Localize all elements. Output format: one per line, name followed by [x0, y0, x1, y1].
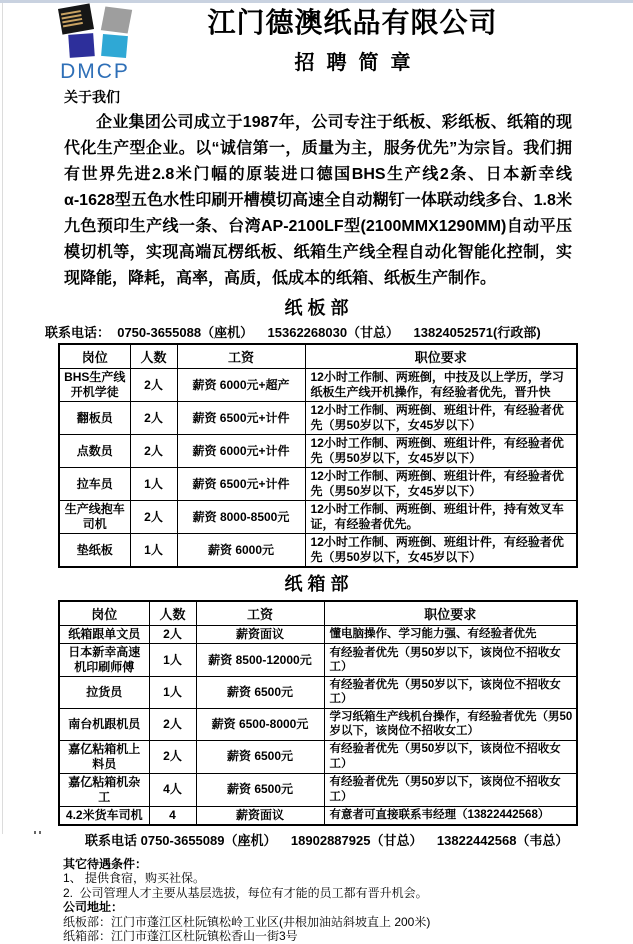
- cell-position: 翻板员: [59, 402, 130, 435]
- cell-salary: 薪资 6500元: [196, 740, 324, 773]
- cell-salary: 薪资 6500元: [196, 773, 324, 806]
- column-header-salary: 工资: [177, 344, 305, 369]
- cell-count: 2人: [130, 435, 177, 468]
- cell-requirement: 有意者可直接联系韦经理（13822442568）: [324, 806, 577, 825]
- table-row: [59, 644, 577, 677]
- carton-dept-heading: 纸箱部: [284, 574, 354, 594]
- document-title: 招聘简章: [294, 52, 423, 75]
- address-heading: 公司地址：: [63, 900, 124, 914]
- cell-position: 点数员: [59, 435, 130, 468]
- logo-blue-tile: [68, 33, 95, 58]
- cell-requirement: 12小时工作制、两班倒、班组计件，持有效叉车证，有经验者优先。: [305, 501, 577, 534]
- column-header-count: 人数: [149, 601, 196, 626]
- cell-requirement: 有经验者优先（男50岁以下，该岗位不招收女工）: [324, 773, 577, 806]
- cell-position: 日本新幸高速机印刷师傅: [59, 644, 149, 677]
- table-row: [59, 402, 577, 435]
- cell-requirement: 有经验者优先（男50岁以下，该岗位不招收女工）: [324, 740, 577, 773]
- cell-salary: 薪资 8000-8500元: [177, 501, 305, 534]
- cell-count: 2人: [130, 402, 177, 435]
- cell-salary: 薪资 6500-8000元: [196, 708, 324, 740]
- cell-position: 4.2米货车司机: [59, 806, 149, 825]
- title-block: [190, 6, 633, 75]
- table-row: [59, 369, 577, 402]
- cell-salary: 薪资 6000元+超产: [177, 369, 305, 402]
- benefit-item-2: 2. 公司管理人才主要从基层选拔，每位有才能的员工都有晋升机会。: [63, 885, 428, 900]
- column-header-position: 岗位: [59, 344, 130, 369]
- cell-count: 2人: [130, 369, 177, 402]
- carton-dept-table: [58, 600, 578, 826]
- cell-salary: 薪资 6000元: [177, 534, 305, 568]
- cell-position: 拉车员: [59, 468, 130, 501]
- logo-text: DMCP: [60, 60, 130, 83]
- table-row: [59, 677, 577, 709]
- cell-salary: 薪资 8500-12000元: [196, 644, 324, 677]
- cell-position: 拉货员: [59, 677, 149, 709]
- table-row: [59, 468, 577, 501]
- cell-requirement: 12小时工作制、两班倒、班组计件，有经验者优先（男50岁以下，女45岁以下）: [305, 435, 577, 468]
- board-dept-heading: 纸板部: [284, 298, 354, 318]
- cell-count: 1人: [149, 677, 196, 709]
- column-header-salary: 工资: [196, 601, 324, 626]
- cell-salary: 薪资面议: [196, 806, 324, 825]
- cell-count: 2人: [149, 626, 196, 644]
- cell-salary: 薪资 6500元+计件: [177, 468, 305, 501]
- table-row: [59, 501, 577, 534]
- table-row: [59, 626, 577, 644]
- benefits-heading: 其它待遇条件：: [63, 856, 148, 871]
- board-dept-table: [58, 343, 578, 568]
- cell-position: 纸箱跟单文员: [59, 626, 149, 644]
- cell-requirement: 懂电脑操作、学习能力强、有经验者优先: [324, 626, 577, 644]
- logo-cyan-tile: [101, 34, 128, 58]
- address-carton-dept: 纸箱部：江门市蓬江区杜阮镇松香山一街3号: [63, 929, 298, 943]
- table-row: [59, 773, 577, 806]
- logo-paper-stack-icon: [58, 3, 94, 34]
- column-header-requirement: 职位要求: [305, 344, 577, 369]
- cell-count: 2人: [149, 740, 196, 773]
- table-row: [59, 708, 577, 740]
- address-board-dept: 纸板部：江门市蓬江区杜阮镇松岭工业区(井根加油站斜坡直上 200米): [63, 914, 431, 929]
- cell-position: 嘉亿粘箱机上料员: [59, 740, 149, 773]
- cell-salary: 薪资面议: [196, 626, 324, 644]
- board-dept-contact: 联系电话： 0750-3655088（座机） 15362268030（甘总） 13824052571(行政部): [45, 325, 541, 340]
- table-row: [59, 435, 577, 468]
- cell-position: 嘉亿粘箱机杂工: [59, 773, 149, 806]
- logo-mark-icon: [58, 6, 132, 58]
- cell-requirement: 12小时工作制、两班倒，中技及以上学历，学习纸板生产线开机操作，有经验者优先，晋升快: [305, 369, 577, 402]
- footer-block: [63, 857, 633, 944]
- cell-count: 1人: [149, 644, 196, 677]
- about-us-heading: 关于我们: [64, 89, 120, 105]
- cell-count: 1人: [130, 534, 177, 568]
- cell-requirement: 12小时工作制、两班倒、班组计件，有经验者优先（男50岁以下，女45岁以下）: [305, 534, 577, 568]
- benefit-item-1: 1、 提供食宿，购买社保。: [63, 871, 206, 885]
- cell-count: 1人: [130, 468, 177, 501]
- cell-requirement: 有经验者优先（男50岁以下，该岗位不招收女工）: [324, 677, 577, 709]
- cell-count: 2人: [149, 708, 196, 740]
- cell-position: 南台机跟机员: [59, 708, 149, 740]
- company-name: 江门德澳纸品有限公司: [207, 7, 498, 38]
- cell-count: 4人: [149, 773, 196, 806]
- column-header-requirement: 职位要求: [324, 601, 577, 626]
- cell-position: BHS生产线开机学徒: [59, 369, 130, 402]
- table-row: [59, 534, 577, 568]
- table-header-row: [59, 344, 577, 369]
- page-artifact-dots: [34, 821, 44, 824]
- cell-count: 2人: [130, 501, 177, 534]
- cell-requirement: 有经验者优先（男50岁以下，该岗位不招收女工）: [324, 644, 577, 677]
- cell-position: 生产线抱车司机: [59, 501, 130, 534]
- recruitment-flyer: [0, 3, 633, 944]
- cell-position: 垫纸板: [59, 534, 130, 568]
- document-header: [0, 3, 633, 82]
- cell-requirement: 12小时工作制、两班倒、班组计件，有经验者优先（男50岁以下，女45岁以下）: [305, 468, 577, 501]
- column-header-count: 人数: [130, 344, 177, 369]
- cell-salary: 薪资 6500元: [196, 677, 324, 709]
- cell-requirement: 学习纸箱生产线机台操作，有经验者优先（男50岁以下，该岗位不招收女工）: [324, 708, 577, 740]
- table-row: [59, 806, 577, 825]
- carton-dept-contact: 联系电话 0750-3655089（座机） 18902887925（甘总） 13822442568（韦总）: [85, 832, 569, 848]
- cell-salary: 薪资 6500元+计件: [177, 402, 305, 435]
- table-row: [59, 740, 577, 773]
- column-header-position: 岗位: [59, 601, 149, 626]
- logo-gray-tile: [101, 7, 132, 34]
- cell-requirement: 12小时工作制、两班倒、班组计件，有经验者优先（男50岁以下，女45岁以下）: [305, 402, 577, 435]
- company-introduction: 企业集团公司成立于1987年，公司专注于纸板、彩纸板、纸箱的现代化生产型企业。以“诚信第一，质量为主，服务优先”为宗旨。我们拥有世界先进2.8米门幅的原装进口德国BHS生产线2条、日本新幸线 α-1628型五色水性印刷开槽模切高速全自动糊钉一体联动线多台、1.8米九色预印生产线一条、台湾AP-2100LF型(2100MMX1290MM)自动平压模切机等，实现高端瓦楞纸板、纸箱生产线全程自动化智能化控制，实现降能，降耗，高率，高质，低成本的纸箱、纸板生产制作。: [64, 114, 572, 287]
- table-header-row: [59, 601, 577, 626]
- cell-salary: 薪资 6000元+计件: [177, 435, 305, 468]
- company-logo: [0, 6, 190, 82]
- cell-count: 4: [149, 806, 196, 825]
